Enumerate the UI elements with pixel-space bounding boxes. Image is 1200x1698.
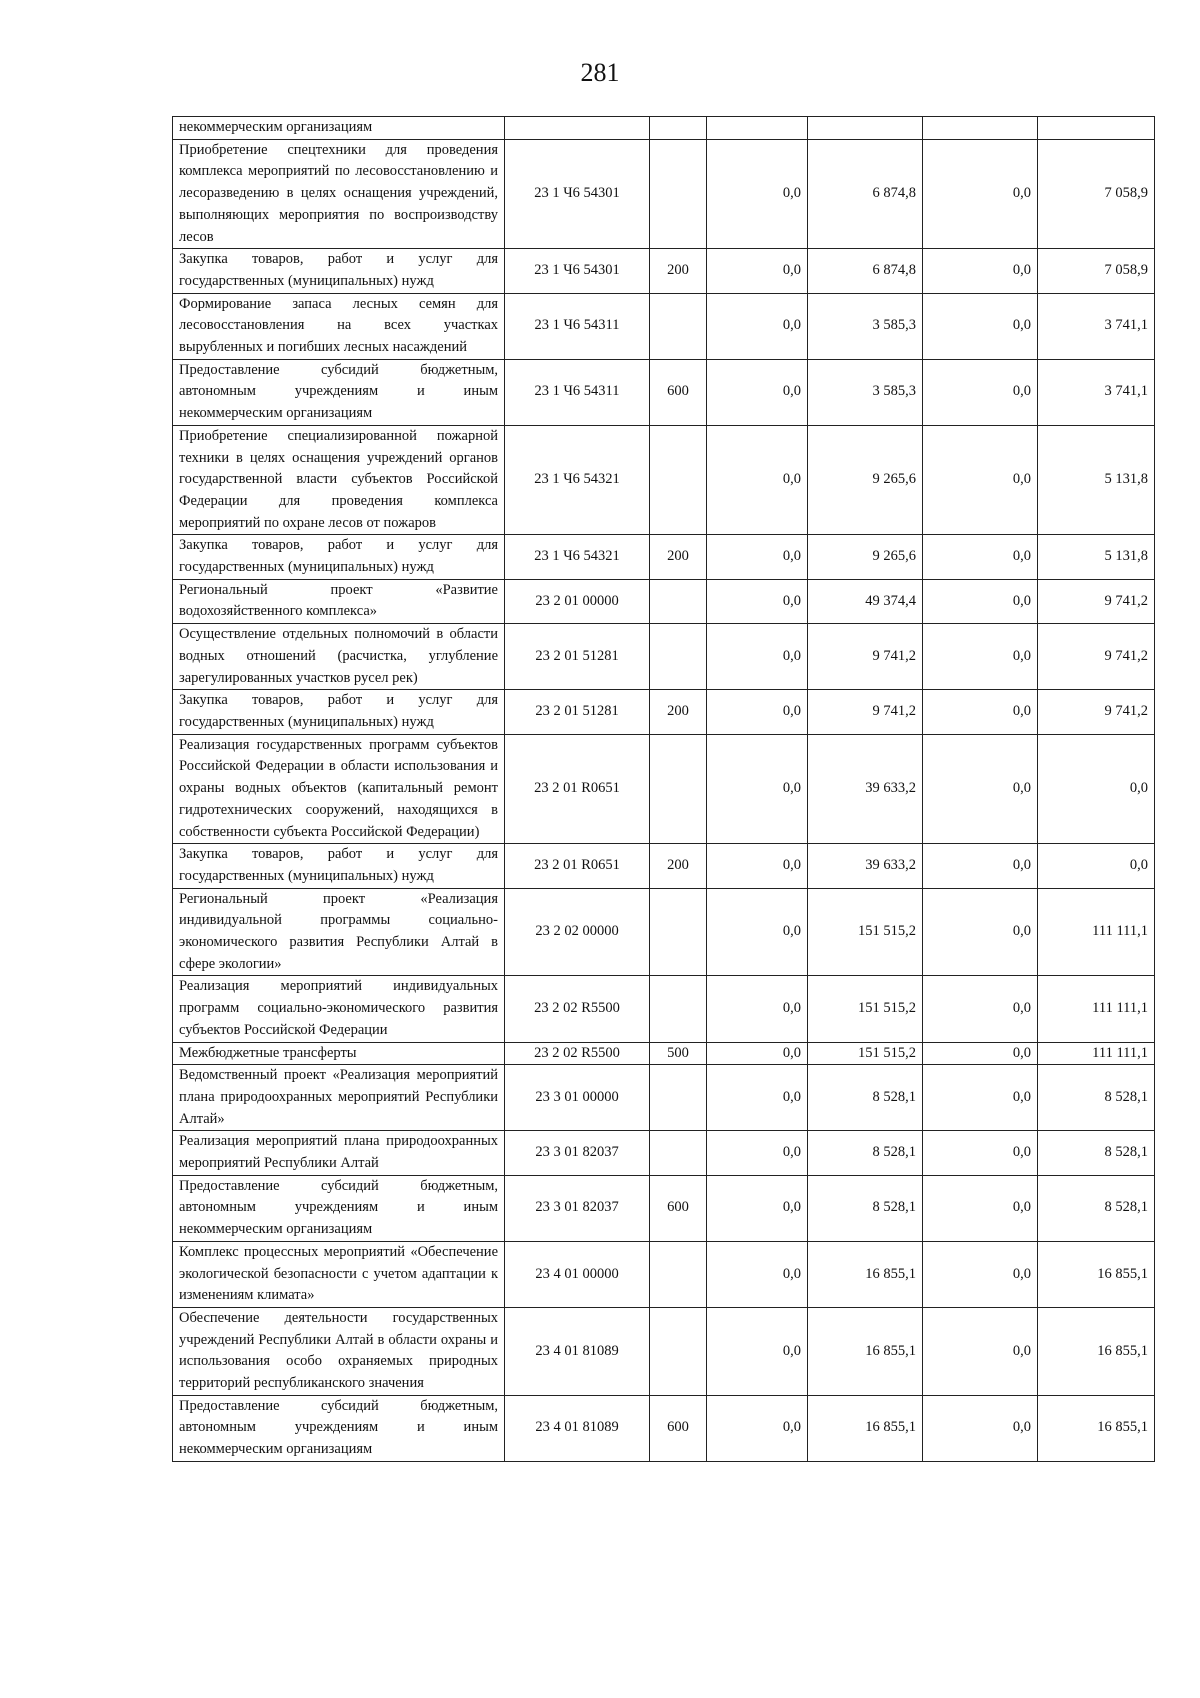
row-description: Межбюджетные трансферты [173,1042,505,1065]
row-amount-3: 0,0 [923,139,1038,249]
row-description: Реализация мероприятий индивидуальных программ социально-экономического развития субъектов Российской Федерации [173,976,505,1042]
table-row [173,117,1155,140]
row-amount-4: 3 741,1 [1038,293,1155,359]
table-row [173,690,1155,734]
row-amount-4: 111 111,1 [1038,976,1155,1042]
row-amount-2: 9 265,6 [808,425,923,535]
row-amount-3: 0,0 [923,888,1038,976]
row-description: Формирование запаса лесных семян для лесовосстановления на всех участках вырубленных и погибших лесных насаждений [173,293,505,359]
row-expense-type: 600 [650,1175,707,1241]
row-amount-4: 5 131,8 [1038,425,1155,535]
table-row [173,359,1155,425]
row-amount-1: 0,0 [707,734,808,844]
row-amount-4: 0,0 [1038,844,1155,888]
row-amount-1: 0,0 [707,579,808,623]
table-row [173,1131,1155,1175]
row-amount-4: 9 741,2 [1038,624,1155,690]
row-amount-1: 0,0 [707,1307,808,1395]
row-amount-2 [808,117,923,140]
row-amount-3: 0,0 [923,624,1038,690]
row-amount-3: 0,0 [923,425,1038,535]
table-row [173,734,1155,844]
row-amount-2: 49 374,4 [808,579,923,623]
table-row [173,139,1155,249]
row-expense-type: 200 [650,535,707,579]
row-amount-2: 16 855,1 [808,1307,923,1395]
row-target-code: 23 2 01 R0651 [505,734,650,844]
row-amount-1: 0,0 [707,249,808,293]
row-target-code: 23 2 02 00000 [505,888,650,976]
table-row [173,535,1155,579]
row-description: Предоставление субсидий бюджетным, автономным учреждениям и иным некоммерческим организациям [173,1395,505,1461]
row-amount-2: 8 528,1 [808,1175,923,1241]
row-amount-1: 0,0 [707,1175,808,1241]
row-description: Приобретение спецтехники для проведения комплекса мероприятий по лесовосстановлению и лесоразведению в целях оснащения учреждений, выполняющих мероприятия по воспроизводству лесов [173,139,505,249]
page-number: 281 [580,58,620,87]
row-amount-4: 111 111,1 [1038,888,1155,976]
row-amount-4: 7 058,9 [1038,249,1155,293]
row-amount-2: 9 265,6 [808,535,923,579]
row-target-code: 23 1 Ч6 54301 [505,139,650,249]
row-amount-3: 0,0 [923,359,1038,425]
row-expense-type: 500 [650,1042,707,1065]
row-target-code: 23 2 01 R0651 [505,844,650,888]
table-row [173,293,1155,359]
row-description: Закупка товаров, работ и услуг для государственных (муниципальных) нужд [173,844,505,888]
row-amount-2: 3 585,3 [808,293,923,359]
row-description: Ведомственный проект «Реализация мероприятий плана природоохранных мероприятий Республики Алтай» [173,1065,505,1131]
row-amount-1: 0,0 [707,1241,808,1307]
row-expense-type [650,976,707,1042]
row-amount-3: 0,0 [923,579,1038,623]
row-description: Региональный проект «Реализация индивидуальной программы социально-экономического развития Республики Алтай в сфере экологии» [173,888,505,976]
row-amount-2: 16 855,1 [808,1395,923,1461]
row-amount-4: 8 528,1 [1038,1065,1155,1131]
row-amount-3: 0,0 [923,844,1038,888]
row-amount-3: 0,0 [923,1307,1038,1395]
row-expense-type: 600 [650,1395,707,1461]
row-amount-2: 151 515,2 [808,1042,923,1065]
row-expense-type [650,293,707,359]
row-target-code: 23 2 01 00000 [505,579,650,623]
row-expense-type: 200 [650,844,707,888]
row-target-code: 23 1 Ч6 54311 [505,359,650,425]
row-amount-2: 8 528,1 [808,1131,923,1175]
row-expense-type [650,734,707,844]
row-amount-1: 0,0 [707,624,808,690]
table-row [173,249,1155,293]
row-expense-type [650,139,707,249]
row-target-code: 23 3 01 82037 [505,1175,650,1241]
row-amount-1: 0,0 [707,1395,808,1461]
row-target-code: 23 2 01 51281 [505,690,650,734]
row-amount-3: 0,0 [923,1241,1038,1307]
table-row [173,1065,1155,1131]
row-description: Региональный проект «Развитие водохозяйственного комплекса» [173,579,505,623]
row-description: Реализация государственных программ субъектов Российской Федерации в области использования и охраны водных объектов (капитальный ремонт гидротехнических сооружений, находящихся в собственности субъекта Российской Федерации) [173,734,505,844]
table-row [173,844,1155,888]
row-expense-type: 600 [650,359,707,425]
row-amount-4: 7 058,9 [1038,139,1155,249]
row-expense-type [650,1131,707,1175]
table-row [173,579,1155,623]
budget-table [172,116,1155,1462]
row-target-code: 23 3 01 82037 [505,1131,650,1175]
row-expense-type: 200 [650,690,707,734]
row-target-code: 23 2 02 R5500 [505,1042,650,1065]
row-amount-1: 0,0 [707,1065,808,1131]
row-expense-type [650,624,707,690]
row-amount-1: 0,0 [707,690,808,734]
row-amount-1: 0,0 [707,139,808,249]
row-target-code: 23 1 Ч6 54321 [505,535,650,579]
row-amount-2: 151 515,2 [808,888,923,976]
table-row [173,425,1155,535]
table-row [173,1175,1155,1241]
row-expense-type [650,1065,707,1131]
row-expense-type [650,1307,707,1395]
table-row [173,1241,1155,1307]
row-target-code: 23 1 Ч6 54311 [505,293,650,359]
row-description: Приобретение специализированной пожарной техники в целях оснащения учреждений органов государственной власти субъектов Российской Федерации для проведения комплекса мероприятий по охране лесов от пожаров [173,425,505,535]
table-row [173,1307,1155,1395]
row-amount-3 [923,117,1038,140]
row-target-code: 23 1 Ч6 54301 [505,249,650,293]
budget-table-body [173,117,1155,1462]
row-amount-2: 9 741,2 [808,690,923,734]
row-amount-3: 0,0 [923,1065,1038,1131]
row-amount-3: 0,0 [923,1131,1038,1175]
row-target-code: 23 2 02 R5500 [505,976,650,1042]
row-description: Предоставление субсидий бюджетным, автономным учреждениям и иным некоммерческим организациям [173,1175,505,1241]
row-amount-3: 0,0 [923,1042,1038,1065]
row-amount-1 [707,117,808,140]
row-target-code [505,117,650,140]
row-amount-1: 0,0 [707,359,808,425]
row-expense-type: 200 [650,249,707,293]
row-amount-2: 8 528,1 [808,1065,923,1131]
row-target-code: 23 2 01 51281 [505,624,650,690]
row-expense-type [650,888,707,976]
row-amount-2: 151 515,2 [808,976,923,1042]
row-amount-3: 0,0 [923,690,1038,734]
table-row [173,976,1155,1042]
row-target-code: 23 4 01 81089 [505,1395,650,1461]
row-expense-type [650,1241,707,1307]
row-amount-3: 0,0 [923,1395,1038,1461]
table-row [173,1395,1155,1461]
row-amount-2: 6 874,8 [808,249,923,293]
row-amount-4: 3 741,1 [1038,359,1155,425]
row-amount-2: 39 633,2 [808,844,923,888]
row-amount-1: 0,0 [707,1131,808,1175]
row-amount-2: 6 874,8 [808,139,923,249]
row-amount-1: 0,0 [707,888,808,976]
row-amount-4: 111 111,1 [1038,1042,1155,1065]
row-amount-4 [1038,117,1155,140]
row-expense-type [650,117,707,140]
row-amount-3: 0,0 [923,976,1038,1042]
row-description: Закупка товаров, работ и услуг для государственных (муниципальных) нужд [173,249,505,293]
row-amount-2: 39 633,2 [808,734,923,844]
row-amount-1: 0,0 [707,1042,808,1065]
row-amount-1: 0,0 [707,293,808,359]
row-amount-4: 16 855,1 [1038,1241,1155,1307]
row-amount-3: 0,0 [923,1175,1038,1241]
row-amount-4: 16 855,1 [1038,1395,1155,1461]
row-amount-2: 16 855,1 [808,1241,923,1307]
row-target-code: 23 4 01 00000 [505,1241,650,1307]
table-row [173,888,1155,976]
table-row [173,624,1155,690]
row-amount-1: 0,0 [707,425,808,535]
row-amount-4: 9 741,2 [1038,690,1155,734]
row-amount-4: 8 528,1 [1038,1175,1155,1241]
row-amount-3: 0,0 [923,535,1038,579]
row-amount-1: 0,0 [707,976,808,1042]
row-amount-4: 16 855,1 [1038,1307,1155,1395]
row-amount-2: 9 741,2 [808,624,923,690]
row-amount-4: 0,0 [1038,734,1155,844]
row-amount-1: 0,0 [707,535,808,579]
table-row [173,1042,1155,1065]
row-amount-4: 8 528,1 [1038,1131,1155,1175]
row-amount-3: 0,0 [923,249,1038,293]
row-target-code: 23 3 01 00000 [505,1065,650,1131]
row-description: Осуществление отдельных полномочий в области водных отношений (расчистка, углубление зарегулированных участков русел рек) [173,624,505,690]
row-target-code: 23 1 Ч6 54321 [505,425,650,535]
row-target-code: 23 4 01 81089 [505,1307,650,1395]
row-amount-4: 9 741,2 [1038,579,1155,623]
row-description: Реализация мероприятий плана природоохранных мероприятий Республики Алтай [173,1131,505,1175]
row-amount-3: 0,0 [923,734,1038,844]
row-description: Предоставление субсидий бюджетным, автономным учреждениям и иным некоммерческим организациям [173,359,505,425]
row-description: Обеспечение деятельности государственных учреждений Республики Алтай в области охраны и использования особо охраняемых природных территорий республиканского значения [173,1307,505,1395]
row-amount-3: 0,0 [923,293,1038,359]
row-description: Закупка товаров, работ и услуг для государственных (муниципальных) нужд [173,690,505,734]
row-expense-type [650,425,707,535]
row-description: Закупка товаров, работ и услуг для государственных (муниципальных) нужд [173,535,505,579]
row-expense-type [650,579,707,623]
row-amount-2: 3 585,3 [808,359,923,425]
row-amount-4: 5 131,8 [1038,535,1155,579]
row-description: некоммерческим организациям [173,117,505,140]
row-amount-1: 0,0 [707,844,808,888]
row-description: Комплекс процессных мероприятий «Обеспечение экологической безопасности с учетом адаптации к изменениям климата» [173,1241,505,1307]
